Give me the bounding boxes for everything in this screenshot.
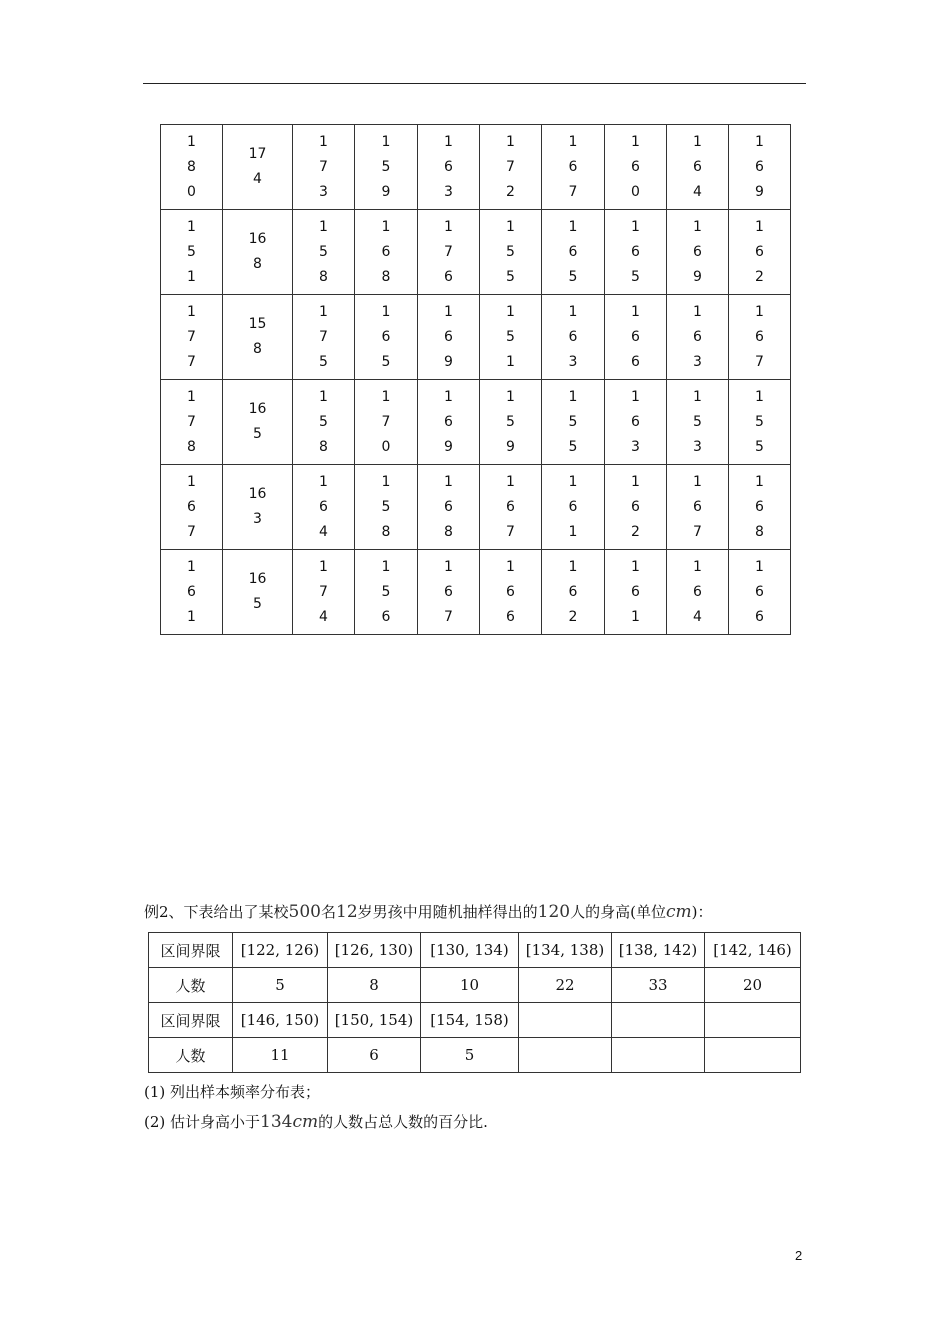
- height-value: 156: [381, 558, 391, 625]
- table-cell: [126, 130): [328, 933, 421, 968]
- table-cell: [480, 465, 542, 550]
- height-value: 169: [693, 218, 702, 285]
- height-value: 155: [755, 388, 764, 455]
- table-cell: 20: [705, 968, 801, 1003]
- height-value: 175: [319, 303, 328, 370]
- table-cell: [355, 380, 418, 465]
- table-cell: [542, 210, 605, 295]
- table-cell: [355, 295, 418, 380]
- example-mid1: 名: [321, 903, 337, 921]
- height-value: 176: [444, 218, 453, 285]
- height-value: 162: [568, 558, 578, 625]
- height-value: 159: [381, 133, 391, 200]
- height-value: 161: [187, 558, 196, 625]
- table-cell: [154, 158): [421, 1003, 519, 1038]
- table-row: [161, 125, 791, 210]
- frequency-table: [148, 932, 801, 1073]
- height-value: 178: [187, 388, 196, 455]
- table-cell: [605, 380, 667, 465]
- table-cell: [122, 126): [233, 933, 328, 968]
- height-value: 170: [381, 388, 391, 455]
- table-cell: [293, 295, 355, 380]
- table-cell: [612, 1003, 705, 1038]
- table-cell: [729, 210, 791, 295]
- table-cell: [729, 125, 791, 210]
- height-value: 169: [444, 303, 453, 370]
- height-value: 151: [506, 303, 515, 370]
- height-unit: cm: [292, 1112, 319, 1132]
- table-cell: [705, 1038, 801, 1073]
- table-cell: 22: [519, 968, 612, 1003]
- example-mid2: 岁男孩中用随机抽样得出的: [357, 903, 538, 921]
- table-cell: [605, 550, 667, 635]
- height-value: 168: [755, 473, 764, 540]
- height-value: 163: [248, 486, 267, 527]
- table-cell: [729, 380, 791, 465]
- height-value: 169: [755, 133, 764, 200]
- table-cell: [293, 380, 355, 465]
- age-value: 12: [336, 902, 358, 922]
- height-threshold: 134: [260, 1112, 293, 1132]
- table-cell: [223, 550, 293, 635]
- table-cell: [542, 465, 605, 550]
- table-cell: [134, 138): [519, 933, 612, 968]
- table-cell: [480, 550, 542, 635]
- table-cell: [355, 125, 418, 210]
- heights-table: [160, 124, 791, 635]
- row-header: 人数: [149, 1038, 233, 1073]
- height-value: 165: [248, 571, 267, 612]
- table-cell: [667, 210, 729, 295]
- question-2-suffix: 的人数占总人数的百分比.: [318, 1113, 488, 1131]
- height-value: 164: [693, 558, 702, 625]
- height-value: 159: [506, 388, 515, 455]
- table-cell: [355, 550, 418, 635]
- table-cell: [293, 125, 355, 210]
- table-cell: [418, 550, 480, 635]
- height-value: 151: [187, 218, 196, 285]
- height-value: 163: [693, 303, 702, 370]
- table-cell: [150, 154): [328, 1003, 421, 1038]
- table-cell: [161, 210, 223, 295]
- table-cell: [418, 125, 480, 210]
- table-cell: [519, 1003, 612, 1038]
- table-cell: [605, 465, 667, 550]
- table-cell: [223, 465, 293, 550]
- unit-cm: cm: [665, 902, 692, 922]
- table-cell: [161, 380, 223, 465]
- table-cell: [729, 550, 791, 635]
- table-cell: 11: [233, 1038, 328, 1073]
- table-cell: [480, 210, 542, 295]
- height-value: 166: [631, 303, 640, 370]
- table-cell: [161, 550, 223, 635]
- table-row: [149, 1038, 801, 1073]
- table-cell: [480, 125, 542, 210]
- table-cell: [542, 125, 605, 210]
- height-value: 167: [755, 303, 764, 370]
- example-mid3: 人的身高(单位: [570, 903, 666, 921]
- table-cell: [605, 295, 667, 380]
- table-row: [161, 465, 791, 550]
- height-value: 153: [693, 388, 702, 455]
- table-row: [161, 380, 791, 465]
- table-cell: [146, 150): [233, 1003, 328, 1038]
- table-cell: [542, 295, 605, 380]
- table-cell: [355, 465, 418, 550]
- height-value: 165: [631, 218, 640, 285]
- table-cell: [161, 465, 223, 550]
- height-value: 165: [381, 303, 391, 370]
- height-value: 158: [319, 388, 328, 455]
- table-row: [149, 1003, 801, 1038]
- row-header: 人数: [149, 968, 233, 1003]
- height-value: 163: [444, 133, 453, 200]
- example-2-statement: [144, 900, 713, 924]
- table-cell: [223, 125, 293, 210]
- table-cell: [729, 295, 791, 380]
- table-cell: 10: [421, 968, 519, 1003]
- table-row: [149, 968, 801, 1003]
- table-cell: [418, 210, 480, 295]
- height-value: 169: [444, 388, 453, 455]
- table-cell: [223, 210, 293, 295]
- table-row: [161, 295, 791, 380]
- question-1: (1) 列出样本频率分布表；: [144, 1083, 321, 1101]
- height-value: 155: [506, 218, 515, 285]
- table-cell: [605, 210, 667, 295]
- table-cell: [138, 142): [612, 933, 705, 968]
- table-cell: [605, 125, 667, 210]
- height-value: 167: [187, 473, 196, 540]
- height-value: 168: [248, 231, 267, 272]
- height-value: 172: [506, 133, 515, 200]
- height-value: 161: [568, 473, 578, 540]
- height-value: 166: [755, 558, 764, 625]
- table-cell: [542, 380, 605, 465]
- table-cell: [161, 295, 223, 380]
- example-prefix: 例2、下表给出了某校: [144, 903, 289, 921]
- table-cell: 5: [421, 1038, 519, 1073]
- height-value: 162: [631, 473, 640, 540]
- table-cell: 33: [612, 968, 705, 1003]
- header-rule: [143, 83, 806, 84]
- table-cell: [612, 1038, 705, 1073]
- row-header: 区间界限: [149, 933, 233, 968]
- table-cell: [667, 295, 729, 380]
- table-cell: [418, 295, 480, 380]
- table-cell: 5: [233, 968, 328, 1003]
- height-value: 158: [381, 473, 391, 540]
- height-value: 167: [568, 133, 578, 200]
- height-value: 163: [568, 303, 578, 370]
- example-suffix: )：: [691, 903, 713, 921]
- table-cell: [293, 550, 355, 635]
- page-number: 2: [795, 1248, 803, 1263]
- question-2: [144, 1111, 488, 1133]
- row-header: 区间界限: [149, 1003, 233, 1038]
- table-cell: [161, 125, 223, 210]
- height-value: 168: [444, 473, 453, 540]
- height-value: 165: [568, 218, 578, 285]
- height-value: 174: [248, 146, 267, 187]
- height-value: 162: [755, 218, 764, 285]
- table-cell: 8: [328, 968, 421, 1003]
- table-cell: [418, 465, 480, 550]
- total-students: 500: [288, 902, 321, 922]
- height-value: 160: [631, 133, 640, 200]
- table-cell: [223, 295, 293, 380]
- table-cell: [480, 380, 542, 465]
- table-cell: [130, 134): [421, 933, 519, 968]
- height-value: 167: [506, 473, 515, 540]
- table-cell: [142, 146): [705, 933, 801, 968]
- table-cell: [542, 550, 605, 635]
- question-2-prefix: (2) 估计身高小于: [144, 1113, 261, 1131]
- height-value: 164: [319, 473, 328, 540]
- height-value: 155: [568, 388, 578, 455]
- height-value: 167: [444, 558, 453, 625]
- height-value: 163: [631, 388, 640, 455]
- height-value: 158: [319, 218, 328, 285]
- table-row: [161, 210, 791, 295]
- height-value: 165: [248, 401, 267, 442]
- table-cell: [293, 210, 355, 295]
- height-value: 158: [248, 316, 267, 357]
- height-value: 166: [506, 558, 515, 625]
- table-cell: [355, 210, 418, 295]
- height-value: 173: [319, 133, 328, 200]
- table-row: [161, 550, 791, 635]
- table-cell: [705, 1003, 801, 1038]
- table-cell: [223, 380, 293, 465]
- height-value: 164: [693, 133, 702, 200]
- sample-size: 120: [537, 902, 571, 922]
- height-value: 180: [187, 133, 196, 200]
- table-cell: [667, 465, 729, 550]
- table-cell: [418, 380, 480, 465]
- height-value: 177: [187, 303, 196, 370]
- table-cell: [293, 465, 355, 550]
- height-value: 161: [631, 558, 640, 625]
- table-cell: [729, 465, 791, 550]
- table-cell: [480, 295, 542, 380]
- table-cell: [667, 380, 729, 465]
- table-cell: [519, 1038, 612, 1073]
- table-cell: 6: [328, 1038, 421, 1073]
- height-value: 168: [381, 218, 391, 285]
- table-row: [149, 933, 801, 968]
- table-cell: [667, 550, 729, 635]
- height-value: 167: [693, 473, 702, 540]
- table-cell: [667, 125, 729, 210]
- height-value: 174: [319, 558, 328, 625]
